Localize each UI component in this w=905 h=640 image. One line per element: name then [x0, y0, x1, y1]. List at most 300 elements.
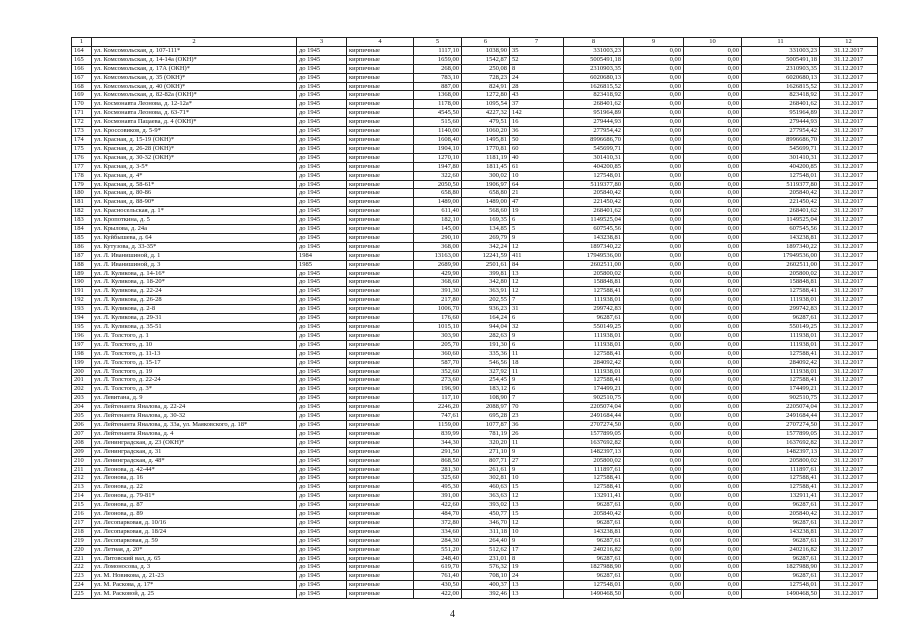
table-cell: 9: [510, 447, 564, 456]
table-cell: 1149525,04: [742, 216, 820, 225]
table-cell: кирпичные: [347, 153, 414, 162]
table-cell: ул. Кропоткина, д. 5: [92, 216, 297, 225]
table-cell: 187: [72, 251, 92, 260]
table-cell: 28: [510, 82, 564, 91]
table-cell: 0,00: [624, 527, 684, 536]
table-cell: 944,04: [462, 323, 510, 332]
table-cell: 5: [510, 225, 564, 234]
table-cell: ул. Леонова, д. 87: [92, 501, 297, 510]
table-cell: 0,00: [624, 510, 684, 519]
table-cell: 1482397,13: [564, 447, 624, 456]
table-cell: 1489,00: [414, 198, 462, 207]
table-cell: 9: [510, 536, 564, 545]
table-cell: кирпичные: [347, 376, 414, 385]
table-cell: 221450,42: [564, 198, 624, 207]
table-cell: 301410,31: [742, 153, 820, 162]
table-cell: кирпичные: [347, 207, 414, 216]
table-cell: кирпичные: [347, 260, 414, 269]
table-cell: до 1945: [297, 118, 347, 127]
table-cell: до 1945: [297, 340, 347, 349]
table-cell: 429,90: [414, 269, 462, 278]
table-cell: 127588,41: [742, 376, 820, 385]
table-cell: 823418,92: [742, 91, 820, 100]
table-cell: 311,18: [462, 527, 510, 536]
table-cell: 0,00: [684, 296, 742, 305]
table-cell: до 1945: [297, 278, 347, 287]
table-cell: 0,00: [684, 260, 742, 269]
table-cell: 0,00: [684, 46, 742, 55]
table-cell: 0,00: [624, 385, 684, 394]
table-cell: до 1945: [297, 474, 347, 483]
table-cell: 0,00: [684, 510, 742, 519]
table-cell: 0,00: [684, 207, 742, 216]
table-row: [72, 518, 878, 527]
table-row: [72, 349, 878, 358]
table-cell: 4227,32: [462, 109, 510, 118]
table-cell: 127588,41: [564, 474, 624, 483]
table-cell: 96287,61: [564, 314, 624, 323]
table-cell: 0,00: [684, 225, 742, 234]
table-cell: кирпичные: [347, 242, 414, 251]
table-cell: кирпичные: [347, 412, 414, 421]
column-header: 2: [92, 38, 297, 47]
table-cell: 145,00: [414, 225, 462, 234]
table-cell: 0,00: [684, 216, 742, 225]
table-cell: 111938,01: [564, 296, 624, 305]
table-cell: 219: [72, 536, 92, 545]
table-cell: 0,00: [624, 420, 684, 429]
table-cell: 183,12: [462, 385, 510, 394]
table-cell: ул. Комсомольская, д. 35 (ОКН)*: [92, 73, 297, 82]
table-cell: 2088,97: [462, 403, 510, 412]
table-cell: ул. Л. Толстого, д. 10: [92, 340, 297, 349]
table-cell: 31.12.2017: [820, 456, 878, 465]
table-cell: 0,00: [624, 242, 684, 251]
table-cell: 300,02: [462, 171, 510, 180]
table-cell: кирпичные: [347, 527, 414, 536]
table-cell: 174: [72, 135, 92, 144]
table-cell: 327,92: [462, 367, 510, 376]
table-cell: 1149525,04: [564, 216, 624, 225]
table-cell: кирпичные: [347, 100, 414, 109]
column-header: 12: [820, 38, 878, 47]
table-cell: 11: [510, 438, 564, 447]
table-cell: до 1945: [297, 135, 347, 144]
table-cell: 221450,42: [742, 198, 820, 207]
table-cell: 17: [510, 545, 564, 554]
table-cell: 0,00: [624, 545, 684, 554]
table-cell: 195: [72, 323, 92, 332]
table-cell: 5119377,80: [564, 180, 624, 189]
table-cell: до 1945: [297, 269, 347, 278]
table-cell: 96287,61: [742, 518, 820, 527]
table-cell: до 1945: [297, 144, 347, 153]
table-row: [72, 118, 878, 127]
table-cell: до 1945: [297, 492, 347, 501]
table-cell: 0,00: [684, 527, 742, 536]
table-cell: кирпичные: [347, 590, 414, 599]
table-cell: 0,00: [624, 100, 684, 109]
table-cell: 391,30: [414, 287, 462, 296]
table-cell: 0,00: [624, 91, 684, 100]
table-cell: до 1945: [297, 189, 347, 198]
table-cell: 1577899,05: [742, 429, 820, 438]
table-cell: 174499,21: [742, 385, 820, 394]
table-cell: 411: [510, 251, 564, 260]
table-cell: 19: [510, 207, 564, 216]
table-cell: 299742,83: [564, 305, 624, 314]
table-row: [72, 358, 878, 367]
table-cell: 550149,25: [742, 323, 820, 332]
table-cell: 217,80: [414, 296, 462, 305]
table-cell: 31.12.2017: [820, 554, 878, 563]
table-cell: кирпичные: [347, 64, 414, 73]
table-cell: ул. Кутузова, д. 33-35*: [92, 242, 297, 251]
table-cell: до 1945: [297, 429, 347, 438]
table-cell: ул. Лейтенанта Яналова, д. 33а, ул. Маяковского, д. 18*: [92, 420, 297, 429]
table-cell: до 1945: [297, 545, 347, 554]
table-cell: 2602511,00: [742, 260, 820, 269]
table-cell: 9: [510, 233, 564, 242]
table-cell: 515,60: [414, 118, 462, 127]
table-cell: 0,00: [684, 305, 742, 314]
table-cell: 13: [510, 269, 564, 278]
table-cell: 50: [510, 135, 564, 144]
table-cell: 31.12.2017: [820, 198, 878, 207]
table-cell: 0,00: [624, 314, 684, 323]
table-cell: кирпичные: [347, 492, 414, 501]
table-cell: 325,60: [414, 474, 462, 483]
table-cell: до 1945: [297, 82, 347, 91]
table-cell: 0,00: [624, 474, 684, 483]
table-cell: 31.12.2017: [820, 118, 878, 127]
table-cell: 0,00: [624, 518, 684, 527]
table-cell: 2050,50: [414, 180, 462, 189]
table-cell: 495,30: [414, 483, 462, 492]
table-cell: 168: [72, 82, 92, 91]
table-cell: 1368,00: [414, 91, 462, 100]
table-cell: 176,60: [414, 314, 462, 323]
table-cell: 0,00: [684, 412, 742, 421]
table-cell: 36: [510, 420, 564, 429]
table-cell: 27: [510, 456, 564, 465]
table-cell: 342,24: [462, 242, 510, 251]
table-cell: 111897,61: [564, 465, 624, 474]
table-cell: до 1945: [297, 127, 347, 136]
table-cell: кирпичные: [347, 162, 414, 171]
table-row: [72, 144, 878, 153]
table-cell: 40: [510, 153, 564, 162]
table-cell: кирпичные: [347, 216, 414, 225]
table-cell: 512,62: [462, 545, 510, 554]
table-cell: 0,00: [624, 207, 684, 216]
table-cell: ул. Леонова, д. 42-44*: [92, 465, 297, 474]
table-cell: ул. Л. Толстого, д. 3*: [92, 385, 297, 394]
table-cell: до 1945: [297, 100, 347, 109]
column-header: 9: [624, 38, 684, 47]
table-cell: 193: [72, 305, 92, 314]
table-row: [72, 403, 878, 412]
table-cell: 221: [72, 554, 92, 563]
table-cell: 0,00: [624, 144, 684, 153]
table-cell: 268401,62: [564, 207, 624, 216]
table-cell: 205840,42: [742, 510, 820, 519]
table-cell: 31.12.2017: [820, 492, 878, 501]
table-cell: кирпичные: [347, 510, 414, 519]
table-cell: кирпичные: [347, 331, 414, 340]
table-cell: 1608,40: [414, 135, 462, 144]
register-table: [71, 37, 878, 599]
register-table-container: [71, 37, 877, 599]
table-cell: до 1945: [297, 198, 347, 207]
table-cell: 936,23: [462, 305, 510, 314]
table-cell: 96287,61: [742, 554, 820, 563]
table-row: [72, 536, 878, 545]
table-cell: ул. Комсомольская, д. 14-14а (ОКН)*: [92, 55, 297, 64]
table-cell: 111938,01: [742, 296, 820, 305]
table-cell: 0,00: [684, 127, 742, 136]
column-header: 5: [414, 38, 462, 47]
table-cell: 31.12.2017: [820, 349, 878, 358]
table-cell: 0,00: [624, 153, 684, 162]
table-cell: ул. Литовский вал, д. 65: [92, 554, 297, 563]
table-cell: 0,00: [624, 46, 684, 55]
table-cell: 400,37: [462, 581, 510, 590]
table-cell: ул. Л. Куликова, д. 29-31: [92, 314, 297, 323]
table-cell: 0,00: [624, 340, 684, 349]
table-cell: 6: [510, 340, 564, 349]
table-cell: 823418,92: [564, 91, 624, 100]
table-cell: 1272,80: [462, 91, 510, 100]
table-cell: 261,61: [462, 465, 510, 474]
table-cell: 169: [72, 91, 92, 100]
table-cell: 96287,61: [564, 518, 624, 527]
table-cell: 0,00: [624, 260, 684, 269]
table-cell: 0,00: [624, 73, 684, 82]
table-cell: 196: [72, 331, 92, 340]
table-cell: 0,00: [684, 349, 742, 358]
table-cell: 0,00: [684, 385, 742, 394]
table-cell: 31.12.2017: [820, 340, 878, 349]
table-cell: 0,00: [684, 153, 742, 162]
table-cell: 839,99: [414, 429, 462, 438]
table-cell: кирпичные: [347, 554, 414, 563]
table-cell: до 1945: [297, 376, 347, 385]
table-cell: 2689,90: [414, 260, 462, 269]
table-row: [72, 242, 878, 251]
table-row: [72, 153, 878, 162]
table-cell: 158848,81: [564, 278, 624, 287]
table-row: [72, 456, 878, 465]
table-cell: 181: [72, 198, 92, 207]
column-header: 11: [742, 38, 820, 47]
table-cell: ул. Леонова, д. 89: [92, 510, 297, 519]
table-row: [72, 46, 878, 55]
table-cell: ул. Космонавта Пацаева, д. 4 (ОКН)*: [92, 118, 297, 127]
table-cell: 13163,00: [414, 251, 462, 260]
table-cell: 1984: [297, 251, 347, 260]
table-cell: 2602511,00: [564, 260, 624, 269]
table-cell: 404200,85: [564, 162, 624, 171]
table-cell: 8996686,70: [564, 135, 624, 144]
table-cell: 399,81: [462, 269, 510, 278]
table-cell: ул. Л. Куликова, д. 22-24: [92, 287, 297, 296]
table-cell: 1947,80: [414, 162, 462, 171]
table-cell: 205840,42: [742, 189, 820, 198]
table-cell: 887,00: [414, 82, 462, 91]
table-cell: 208: [72, 438, 92, 447]
table-cell: ул. Л. Толстого, д. 15-17: [92, 358, 297, 367]
table-cell: до 1945: [297, 501, 347, 510]
table-row: [72, 225, 878, 234]
table-cell: 31.12.2017: [820, 394, 878, 403]
table-cell: 0,00: [624, 287, 684, 296]
table-cell: 17949536,00: [564, 251, 624, 260]
table-cell: ул. Л. Толстого, д. 1: [92, 331, 297, 340]
table-cell: 422,60: [414, 501, 462, 510]
table-cell: 0,00: [624, 331, 684, 340]
table-cell: 166: [72, 64, 92, 73]
table-cell: 212: [72, 474, 92, 483]
table-row: [72, 510, 878, 519]
table-cell: 607545,56: [564, 225, 624, 234]
table-cell: 568,60: [462, 207, 510, 216]
table-cell: 31.12.2017: [820, 55, 878, 64]
table-cell: ул. Лесопарковая, д. 59: [92, 536, 297, 545]
table-cell: 545699,71: [564, 144, 624, 153]
table-cell: 0,00: [624, 189, 684, 198]
table-cell: 205800,02: [564, 269, 624, 278]
table-cell: 1489,00: [462, 198, 510, 207]
table-cell: ул. Леонова, д. 16: [92, 474, 297, 483]
table-cell: 392,46: [462, 590, 510, 599]
table-cell: ул. Красная, д. 88-90*: [92, 198, 297, 207]
table-cell: 96287,61: [564, 572, 624, 581]
table-cell: 9: [510, 465, 564, 474]
table-cell: до 1945: [297, 367, 347, 376]
table-cell: 0,00: [684, 536, 742, 545]
table-cell: кирпичные: [347, 438, 414, 447]
table-cell: 1542,87: [462, 55, 510, 64]
table-cell: 31.12.2017: [820, 358, 878, 367]
table-cell: кирпичные: [347, 545, 414, 554]
table-cell: до 1945: [297, 510, 347, 519]
table-cell: 0,00: [624, 305, 684, 314]
table-cell: кирпичные: [347, 91, 414, 100]
table-cell: 117,10: [414, 394, 462, 403]
table-cell: кирпичные: [347, 465, 414, 474]
table-cell: 0,00: [684, 581, 742, 590]
table-cell: ул. Красная, д. 30-32 (ОКН)*: [92, 153, 297, 162]
table-cell: 6020680,13: [564, 73, 624, 82]
table-row: [72, 572, 878, 581]
table-cell: 31.12.2017: [820, 563, 878, 572]
table-cell: 10: [510, 474, 564, 483]
table-cell: 0,00: [624, 581, 684, 590]
table-cell: 31.12.2017: [820, 251, 878, 260]
table-cell: 0,00: [624, 171, 684, 180]
table-cell: 24: [510, 572, 564, 581]
table-cell: 658,80: [414, 189, 462, 198]
table-cell: 179: [72, 180, 92, 189]
table-row: [72, 296, 878, 305]
table-cell: 0,00: [624, 55, 684, 64]
table-row: [72, 394, 878, 403]
table-cell: 1637692,82: [564, 438, 624, 447]
table-cell: 1906,97: [462, 180, 510, 189]
table-cell: 264,40: [462, 536, 510, 545]
table-cell: 31.12.2017: [820, 527, 878, 536]
table-cell: 31.12.2017: [820, 518, 878, 527]
table-cell: 127548,01: [564, 581, 624, 590]
table-cell: до 1945: [297, 73, 347, 82]
table-row: [72, 367, 878, 376]
table-cell: кирпичные: [347, 225, 414, 234]
table-cell: кирпичные: [347, 180, 414, 189]
table-cell: 220: [72, 545, 92, 554]
table-cell: кирпичные: [347, 314, 414, 323]
table-cell: 191: [72, 287, 92, 296]
table-cell: 0,00: [624, 216, 684, 225]
table-row: [72, 64, 878, 73]
table-cell: 0,00: [684, 118, 742, 127]
table-cell: 199: [72, 358, 92, 367]
table-cell: 2707274,50: [742, 420, 820, 429]
table-cell: до 1945: [297, 581, 347, 590]
table-row: [72, 438, 878, 447]
table-cell: 0,00: [624, 465, 684, 474]
table-cell: до 1945: [297, 447, 347, 456]
table-cell: до 1945: [297, 305, 347, 314]
table-cell: 96287,61: [742, 501, 820, 510]
table-cell: 5005491,18: [564, 55, 624, 64]
column-header: 10: [684, 38, 742, 47]
table-cell: 658,80: [462, 189, 510, 198]
table-row: [72, 474, 878, 483]
table-cell: 277954,42: [564, 127, 624, 136]
table-cell: 0,00: [624, 225, 684, 234]
table-cell: 1181,19: [462, 153, 510, 162]
table-cell: 8: [510, 64, 564, 73]
table-cell: 0,00: [684, 554, 742, 563]
table-cell: 708,10: [462, 572, 510, 581]
table-cell: 206: [72, 420, 92, 429]
table-cell: 331003,23: [742, 46, 820, 55]
table-cell: 0,00: [624, 358, 684, 367]
table-cell: до 1945: [297, 536, 347, 545]
table-cell: кирпичные: [347, 385, 414, 394]
table-cell: 0,00: [684, 189, 742, 198]
table-cell: 1637692,82: [742, 438, 820, 447]
table-cell: 24: [510, 73, 564, 82]
table-cell: 368,00: [414, 242, 462, 251]
table-cell: 211: [72, 465, 92, 474]
table-cell: кирпичные: [347, 563, 414, 572]
table-cell: 31.12.2017: [820, 162, 878, 171]
table-cell: 222: [72, 563, 92, 572]
table-row: [72, 527, 878, 536]
table-cell: 15: [510, 510, 564, 519]
table-cell: 17949536,00: [742, 251, 820, 260]
table-cell: 205,70: [414, 340, 462, 349]
table-cell: 301410,31: [564, 153, 624, 162]
column-header: 7: [510, 38, 564, 47]
table-row: [72, 127, 878, 136]
table-cell: 587,70: [414, 358, 462, 367]
table-cell: ул. Красная, д. 4*: [92, 171, 297, 180]
table-row: [72, 233, 878, 242]
table-cell: кирпичные: [347, 269, 414, 278]
